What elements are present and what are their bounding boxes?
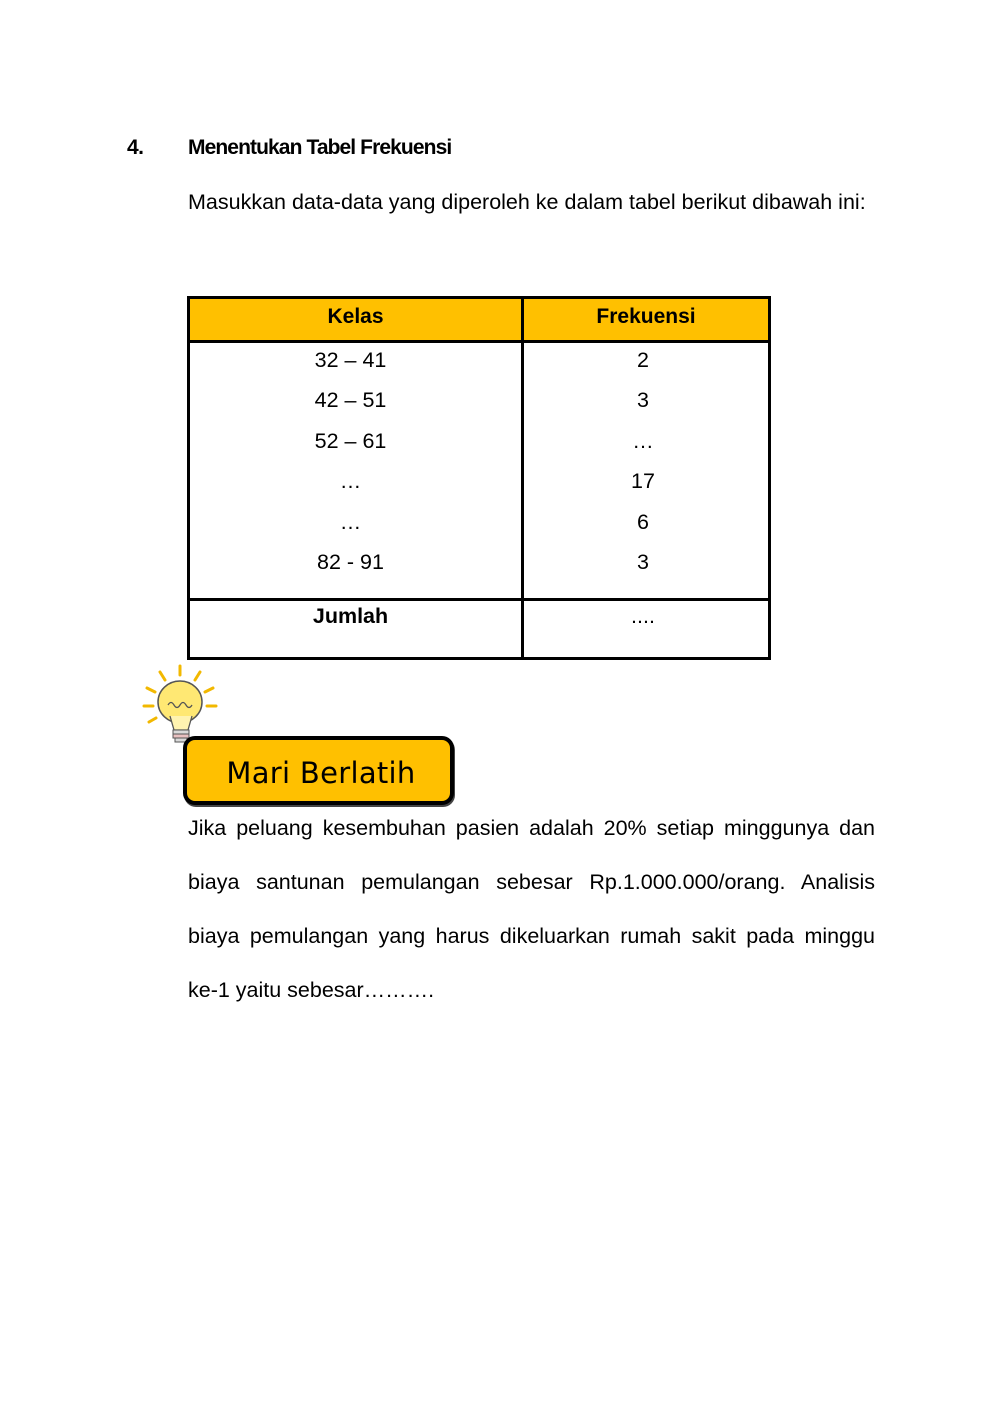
section-title: Menentukan Tabel Frekuensi <box>188 136 452 159</box>
lightbulb-icon <box>140 664 220 746</box>
mari-berlatih-banner <box>183 736 454 805</box>
exercise-paragraph: Jika peluang kesembuhan pasien adalah 20% setiap minggunya dan biaya santunan pemulangan sebesar Rp.1.000.000/orang. Analisis biaya pemulangan yang harus dikeluarkan rumah sakit pada minggu ke-1 yaitu sebesar………. <box>188 816 875 1002</box>
table-row <box>190 380 768 420</box>
frekuensi-cell: 2 <box>637 348 649 372</box>
frekuensi-cell: 17 <box>631 469 655 493</box>
kelas-cell: 32 – 41 <box>314 348 387 372</box>
table-row <box>190 461 768 501</box>
intro-paragraph: Masukkan data-data yang diperoleh ke dalam tabel berikut dibawah ini: <box>188 190 866 214</box>
frekuensi-cell: 6 <box>637 510 649 534</box>
kelas-cell: … <box>339 469 362 493</box>
frequency-table <box>187 296 771 660</box>
kelas-cell: 52 – 61 <box>314 429 387 453</box>
total-value: .... <box>631 604 655 628</box>
kelas-cell: 42 – 51 <box>314 388 387 412</box>
table-column-divider <box>521 299 524 657</box>
table-row <box>190 502 768 542</box>
table-row <box>190 542 768 582</box>
frekuensi-cell: … <box>632 429 654 453</box>
kelas-cell: 82 - 91 <box>317 550 384 574</box>
frekuensi-cell: 3 <box>637 388 649 412</box>
table-row <box>190 421 768 461</box>
frekuensi-cell: 3 <box>637 550 649 574</box>
section-number: 4. <box>127 136 144 159</box>
table-header-row <box>190 299 768 343</box>
table-header-kelas: Kelas <box>327 305 384 328</box>
total-label: Jumlah <box>312 604 389 628</box>
table-row <box>190 340 768 380</box>
banner-label: Mari Berlatih <box>226 756 416 790</box>
table-header-frekuensi: Frekuensi <box>596 305 696 328</box>
kelas-cell: … <box>339 510 362 534</box>
table-total-row <box>190 601 768 657</box>
